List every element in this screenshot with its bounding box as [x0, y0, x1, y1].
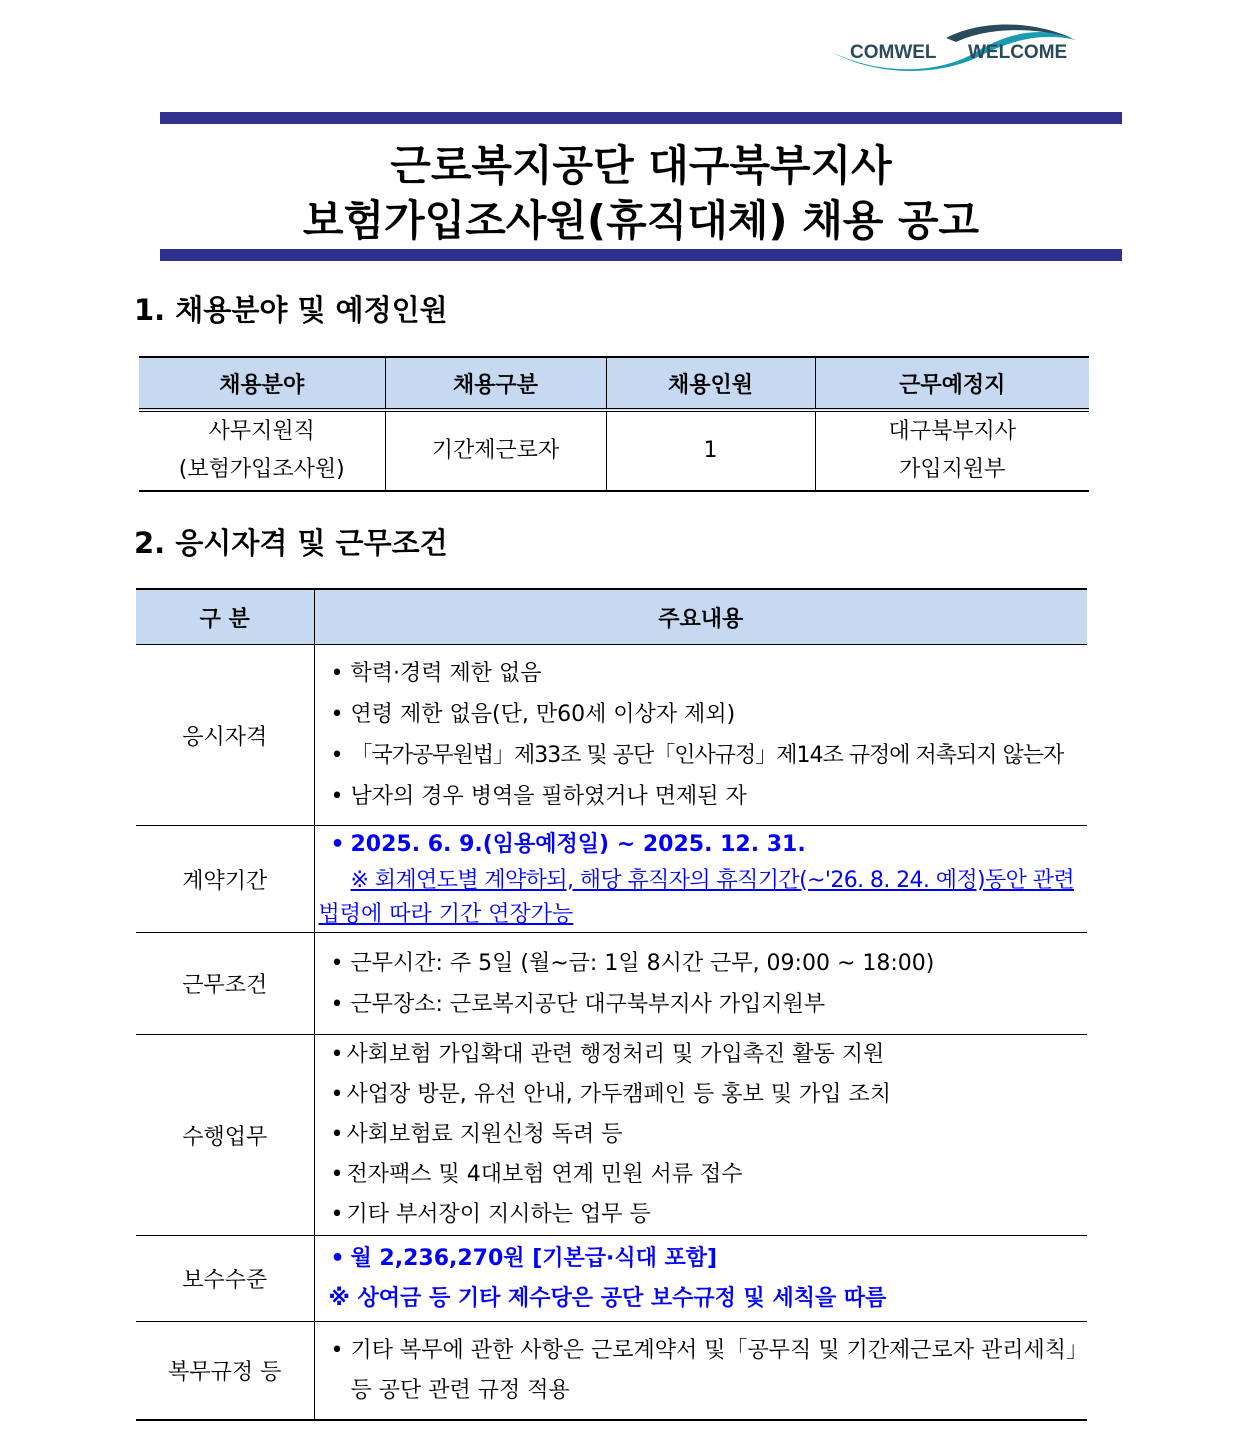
table-row-duties	[136, 1035, 1087, 1236]
logo-swoosh-icon	[826, 18, 1082, 76]
list-item: • 근무시간: 주 5일 (월~금: 1일 8시간 근무, 09:00 ~ 18:00)	[327, 943, 1088, 984]
location-line1: 대구북부지사	[888, 419, 1016, 444]
list-item: • 학력·경력 제한 없음	[327, 653, 1088, 694]
pay-amount: • 월 2,236,270원 [기본급·식대 포함]	[327, 1239, 1088, 1279]
recruitment-table	[139, 356, 1089, 492]
field-line1: 사무지원직	[208, 419, 315, 444]
contract-label: 계약기간	[136, 826, 314, 933]
cell-count: 1	[606, 410, 815, 491]
page-title-line1: 근로복지공단 대구북부지사	[390, 141, 892, 190]
cell-field	[139, 410, 385, 491]
qualification-label: 응시자격	[136, 645, 314, 826]
list-item: • 전자팩스 및 4대보험 연계 민원 서류 접수	[327, 1155, 1088, 1195]
list-item: • 사업장 방문, 유선 안내, 가두캠페인 등 홍보 및 가입 조치	[327, 1075, 1088, 1115]
column-header-count: 채용인원	[606, 357, 815, 410]
title-bar-bottom	[160, 249, 1122, 261]
pay-label: 보수수준	[136, 1236, 314, 1322]
table-row-conditions	[136, 933, 1087, 1035]
table-row-rules	[136, 1322, 1087, 1421]
list-item: • 연령 제한 없음(단, 만60세 이상자 제외)	[327, 694, 1088, 735]
pay-note: ※ 상여금 등 기타 제수당은 공단 보수규정 및 세칙을 따름	[328, 1285, 887, 1311]
contract-note-line1: ※ 회계연도별 계약하되, 해당 휴직자의 휴직기간(~'26. 8. 24. 예정)동안 관련	[350, 868, 1074, 893]
comwel-logo	[826, 18, 1082, 76]
column-header-category: 구 분	[136, 589, 314, 645]
section2-heading: 2. 응시자격 및 근무조건	[134, 526, 448, 560]
title-bar-top	[160, 112, 1122, 124]
column-header-content: 주요내용	[314, 589, 1087, 645]
conditions-content	[314, 933, 1087, 1035]
rules-content	[314, 1322, 1087, 1421]
list-item: • 사회보험 가입확대 관련 행정처리 및 가입촉진 활동 지원	[327, 1035, 1088, 1075]
section1-heading: 1. 채용분야 및 예정인원	[134, 293, 448, 327]
list-item: • 「국가공무원법」제33조 및 공단「인사규정」제14조 규정에 저촉되지 않는자	[327, 735, 1088, 776]
rules-label: 복무규정 등	[136, 1322, 314, 1421]
table-row	[139, 410, 1089, 491]
qualification-content	[314, 645, 1087, 826]
column-header-field: 채용분야	[139, 357, 385, 410]
list-item: • 남자의 경우 병역을 필하였거나 면제된 자	[327, 776, 1088, 817]
duties-content	[314, 1035, 1087, 1236]
list-item: • 기타 부서장이 지시하는 업무 등	[327, 1195, 1088, 1235]
duties-label: 수행업무	[136, 1035, 314, 1236]
page-title-line2: 보험가입조사원(휴직대체) 채용 공고	[302, 196, 980, 245]
cell-location	[815, 410, 1089, 491]
column-header-type: 채용구분	[385, 357, 606, 410]
table-row-qualification	[136, 645, 1087, 826]
list-item: • 근무장소: 근로복지공단 대구북부지사 가입지원부	[327, 984, 1088, 1025]
table-row-pay	[136, 1236, 1087, 1322]
pay-content	[314, 1236, 1087, 1322]
column-header-location: 근무예정지	[815, 357, 1089, 410]
contract-content	[314, 826, 1087, 933]
table-row-contract	[136, 826, 1087, 933]
list-item: • 기타 복무에 관한 사항은 근로계약서 및「공무직 및 기간제근로자 관리세칙」등 공단 관련 규정 적용	[327, 1331, 1080, 1411]
location-line2: 가입지원부	[899, 457, 1006, 482]
contract-note-line2: 법령에 따라 기간 연장가능	[318, 902, 574, 927]
list-item: • 사회보험료 지원신청 독려 등	[327, 1115, 1088, 1155]
conditions-table	[136, 588, 1087, 1421]
logo-text-comwel: COMWEL	[850, 42, 937, 63]
logo-text-welcome: WELCOME	[968, 42, 1068, 63]
contract-period: • 2025. 6. 9.(임용예정일) ~ 2025. 12. 31.	[327, 826, 1088, 864]
conditions-label: 근무조건	[136, 933, 314, 1035]
field-line2: (보험가입조사원)	[178, 457, 345, 482]
cell-type: 기간제근로자	[385, 410, 606, 491]
